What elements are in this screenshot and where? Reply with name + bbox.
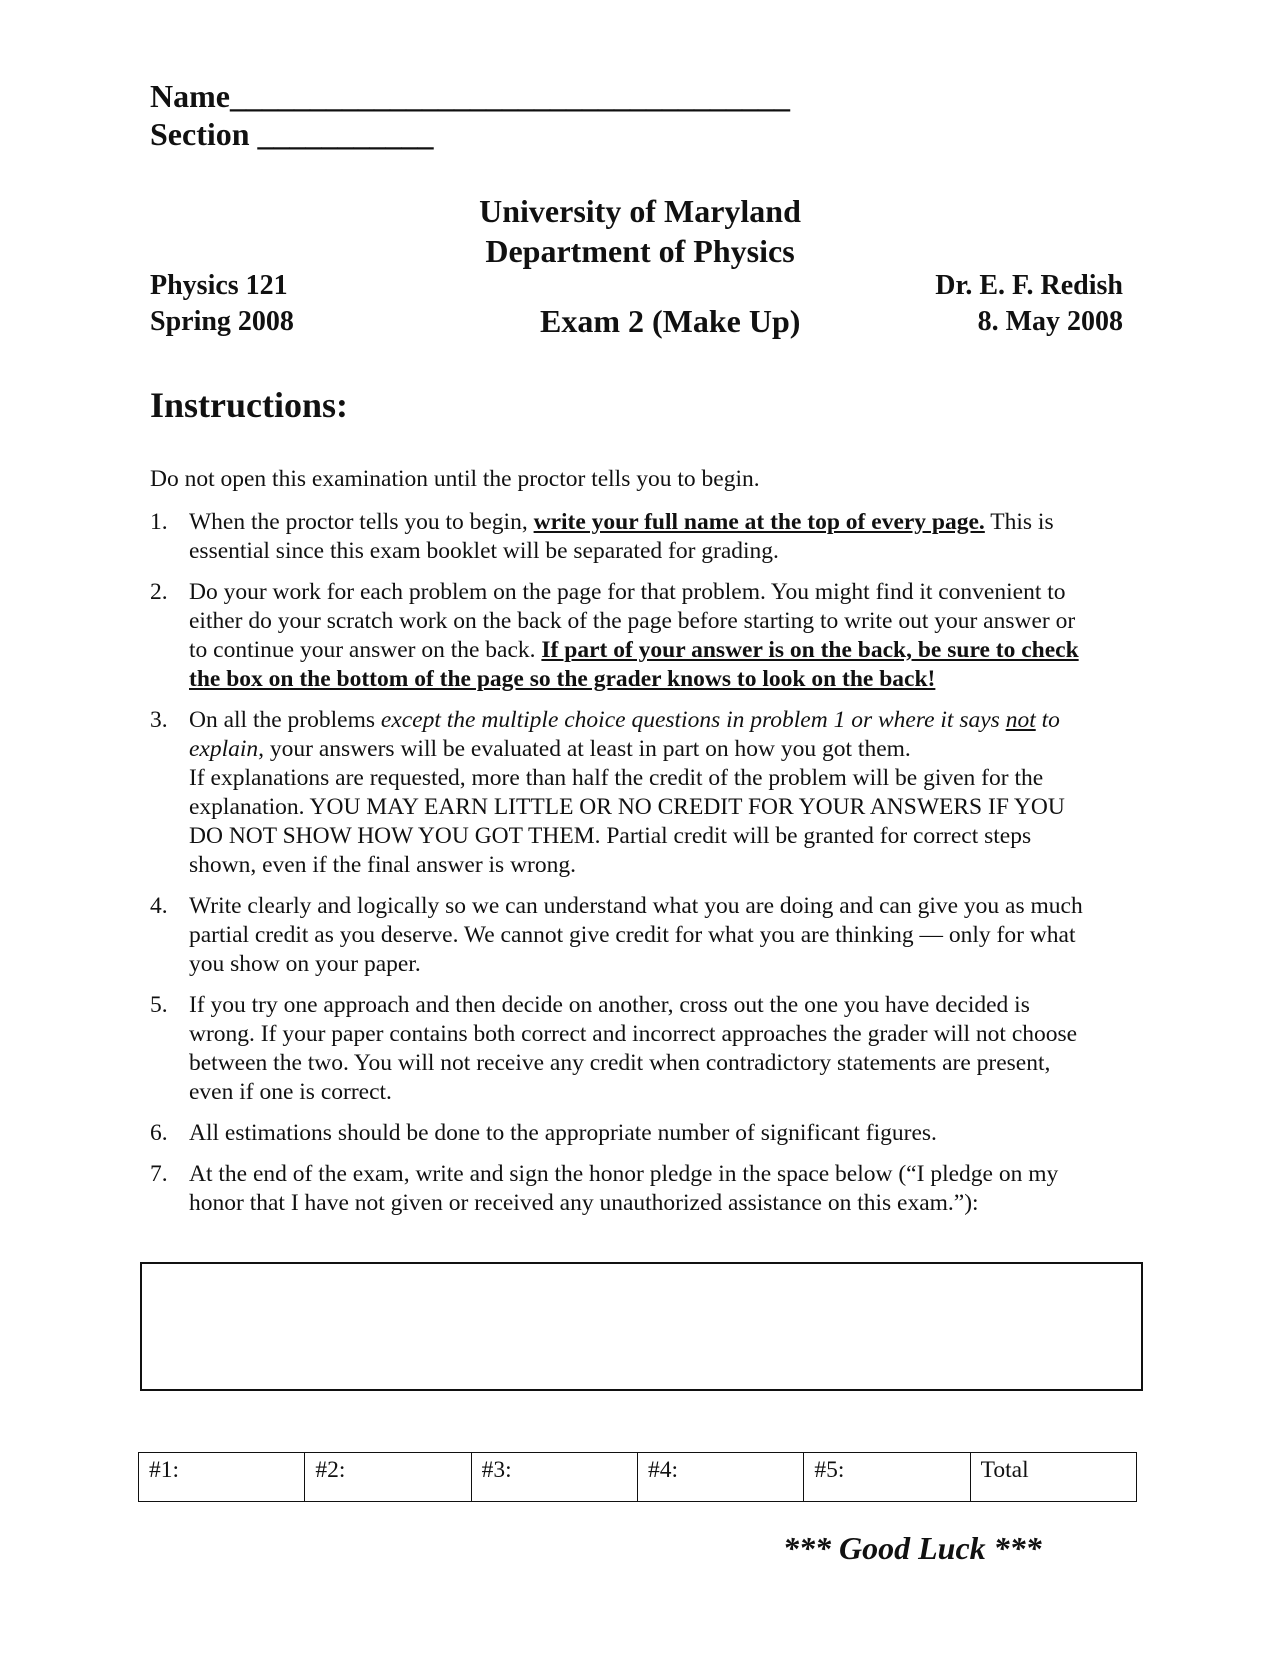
item-text: Do your work for each problem on the page for that problem. You might find it convenient to either do your scratch work on the back of the page before starting to write out your answer or to continue your answer on the back.: [189, 579, 1076, 663]
score-cell-3: #3:: [471, 1453, 637, 1502]
university-title: University of Maryland: [479, 193, 801, 229]
item-italic-underlined: not: [1005, 707, 1036, 733]
course-name: Physics 121: [150, 270, 288, 301]
list-item: [150, 1160, 1090, 1218]
list-item: [150, 991, 1090, 1107]
item-text: If you try one approach and then decide on another, cross out the one you have decided is wrong. If your paper contains both correct and incorrect approaches the grader will not choose between the two. You will not receive any credit when contradictory statements are present, even if one is correct.: [189, 992, 1078, 1105]
item-text: When the proctor tells you to begin,: [189, 509, 534, 535]
item-text: At the end of the exam, write and sign the honor pledge in the space below (“I pledge on my honor that I have not given or received any unauthorized assistance on this exam.”):: [189, 1161, 1059, 1216]
score-cell-5: #5:: [804, 1453, 970, 1502]
item-text: This is essential since this exam booklet will be separated for grading.: [189, 509, 1054, 564]
list-item: [150, 508, 1090, 566]
item-number: 2.: [150, 579, 168, 605]
item-number: 1.: [150, 509, 168, 535]
list-item: [150, 1119, 1090, 1148]
instructor-name: Dr. E. F. Redish: [935, 270, 1123, 301]
item-number: 6.: [150, 1120, 168, 1146]
score-cell-total: Total: [970, 1453, 1136, 1502]
department-title: Department of Physics: [485, 233, 795, 269]
good-luck-message: *** Good Luck ***: [783, 1530, 1042, 1566]
item-emphasis: write your full name at the top of every page.: [533, 509, 985, 535]
term: Spring 2008: [150, 306, 294, 337]
item-number: 4.: [150, 893, 168, 919]
exam-date: 8. May 2008: [977, 306, 1123, 337]
table-row: [139, 1453, 1137, 1502]
item-text: Write clearly and logically so we can understand what you are doing and can give you as much partial credit as you deserve. We cannot give credit for what you are thinking — only for what you show on your paper.: [189, 893, 1083, 977]
item-number: 7.: [150, 1161, 168, 1187]
section-field[interactable]: Section ___________: [150, 116, 434, 152]
honor-pledge-box[interactable]: [140, 1262, 1143, 1391]
item-emphasis: If part of your answer is on the back, be sure to check the box on the bottom of the page so the grader knows to look on the back!: [189, 637, 1079, 692]
list-item: [150, 892, 1090, 979]
item-number: 5.: [150, 992, 168, 1018]
exam-title: Exam 2 (Make Up): [540, 303, 801, 339]
item-text: On all the problems: [189, 707, 381, 733]
instructions-list: [150, 508, 1090, 1230]
list-item: [150, 706, 1090, 880]
item-text: All estimations should be done to the appropriate number of significant figures.: [189, 1120, 937, 1146]
name-field[interactable]: Name___________________________________: [150, 78, 790, 114]
score-cell-2: #2:: [305, 1453, 471, 1502]
list-item: [150, 578, 1090, 694]
score-table: [138, 1452, 1137, 1502]
item-number: 3.: [150, 707, 168, 733]
item-text: your answers will be evaluated at least in part on how you got them.: [264, 736, 911, 762]
score-cell-1: #1:: [139, 1453, 305, 1502]
item-italic: to explain,: [189, 707, 1060, 762]
instructions-heading: Instructions:: [150, 385, 349, 425]
instructions-intro: Do not open this examination until the proctor tells you to begin.: [150, 466, 760, 492]
item-italic: except the multiple choice questions in problem 1 or where it says: [380, 707, 1006, 733]
score-cell-4: #4:: [637, 1453, 803, 1502]
item-text: If explanations are requested, more than half the credit of the problem will be given for the explanation. YOU MAY EARN LITTLE OR NO CREDIT FOR YOUR ANSWERS IF YOU DO NOT SHOW HOW YOU GOT THEM. Partial credit will be granted for correct steps shown, even if the final answer is wrong.: [189, 765, 1065, 878]
